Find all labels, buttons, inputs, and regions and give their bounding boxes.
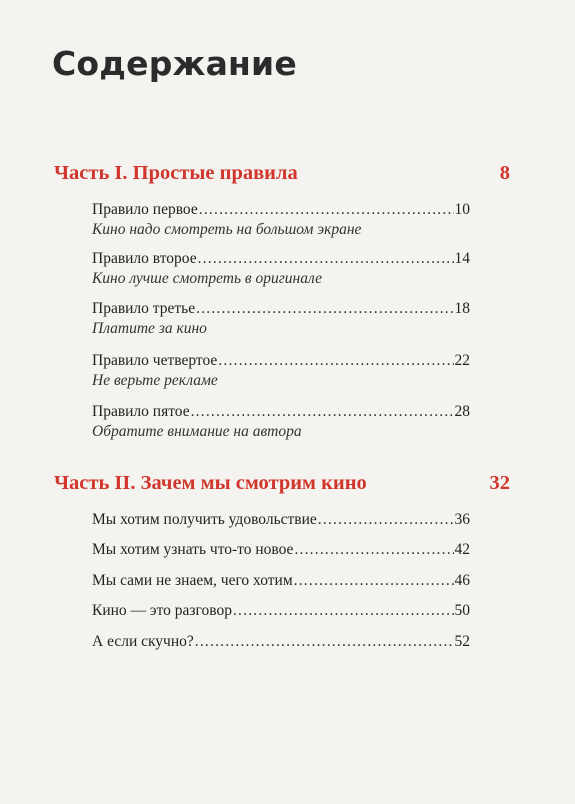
entry-label: Правило второе <box>92 250 197 267</box>
part-heading <box>54 472 510 495</box>
dot-leader <box>199 200 454 220</box>
entry-page-number: 28 <box>454 403 470 420</box>
entry-subtitle: Кино лучше смотреть в оригинале <box>92 270 323 287</box>
page-title: Содержание <box>52 44 297 83</box>
entry-page-number: 36 <box>454 511 470 528</box>
part-title: Часть II. Зачем мы смотрим кино <box>54 472 367 494</box>
entry-subtitle: Обратите внимание на автора <box>92 423 302 440</box>
entry-label: Правило пятое <box>92 403 190 420</box>
toc-entry <box>92 351 470 391</box>
entry-page-number: 22 <box>454 352 470 369</box>
entry-page-number: 10 <box>454 201 470 218</box>
entry-subtitle: Платите за кино <box>92 320 207 337</box>
entry-subtitle: Не верьте рекламе <box>92 372 218 389</box>
entry-page-number: 50 <box>454 602 470 619</box>
dot-leader <box>294 571 454 591</box>
entry-label: Правило четвертое <box>92 352 218 369</box>
entry-page-number: 14 <box>454 250 470 267</box>
dot-leader <box>318 510 454 530</box>
part-heading <box>54 162 510 185</box>
entry-page-number: 18 <box>454 300 470 317</box>
dot-leader <box>294 540 453 560</box>
entry-label: Мы хотим узнать что-то новое <box>92 541 294 558</box>
entry-subtitle: Кино надо смотреть на большом экране <box>92 221 362 238</box>
dot-leader <box>233 601 454 621</box>
entry-page-number: 52 <box>454 633 470 650</box>
entry-label: Правило третье <box>92 300 196 317</box>
toc-entry <box>92 299 470 339</box>
toc-entry <box>92 510 470 530</box>
dot-leader <box>196 299 453 319</box>
entry-label: Кино — это разговор <box>92 602 232 619</box>
toc-entry <box>92 571 470 591</box>
dot-leader <box>195 632 454 652</box>
toc-entry <box>92 601 470 621</box>
part-title: Часть I. Простые правила <box>54 162 298 184</box>
toc-entry <box>92 402 470 442</box>
entry-label: Мы хотим получить удовольствие <box>92 511 317 528</box>
part-page-number: 8 <box>499 162 510 184</box>
dot-leader <box>218 351 453 371</box>
toc-entry <box>92 632 470 652</box>
toc-entry <box>92 200 470 240</box>
part-page-number: 32 <box>489 472 510 494</box>
entry-label: А если скучно? <box>92 633 194 650</box>
toc-entry <box>92 249 470 289</box>
entry-label: Правило первое <box>92 201 198 218</box>
entry-page-number: 42 <box>454 541 470 558</box>
dot-leader <box>198 249 454 269</box>
entry-label: Мы сами не знаем, чего хотим <box>92 572 293 589</box>
dot-leader <box>191 402 454 422</box>
toc-entry <box>92 540 470 560</box>
entry-page-number: 46 <box>454 572 470 589</box>
